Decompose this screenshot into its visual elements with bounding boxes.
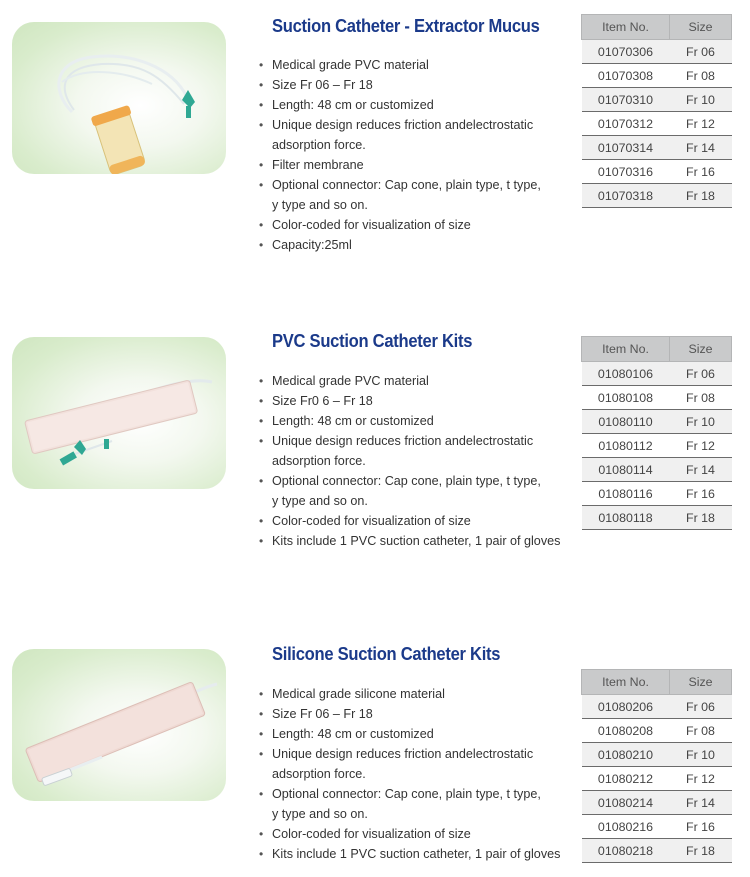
feature-item: • Optional connector: Cap cone, plain type, t type, y type and so on. — [258, 471, 560, 511]
feature-item: • Unique design reduces friction andelectrostatic adsorption force. — [258, 115, 541, 155]
feature-item: • Color-coded for visualization of size — [258, 824, 560, 844]
feature-item: • Color-coded for visualization of size — [258, 511, 560, 531]
product-photo-extractor — [12, 22, 226, 174]
table-row — [582, 386, 732, 410]
item-number-cell: 01080208 — [582, 719, 670, 743]
size-cell: Fr 12 — [670, 434, 732, 458]
size-cell: Fr 12 — [670, 767, 732, 791]
product-title: Silicone Suction Catheter Kits — [272, 644, 501, 664]
product-title: Suction Catheter - Extractor Mucus — [272, 16, 540, 36]
table-row — [582, 410, 732, 434]
feature-item: • Medical grade silicone material — [258, 684, 560, 704]
feature-item: • Size Fr 06 – Fr 18 — [258, 75, 541, 95]
pvc-kit-illustration — [12, 337, 226, 489]
feature-item: • Optional connector: Cap cone, plain type, t type, y type and so on. — [258, 175, 541, 215]
header-size: Size — [670, 337, 732, 362]
table-row — [582, 184, 732, 208]
item-number-cell: 01070312 — [582, 112, 670, 136]
item-number-cell: 01070306 — [582, 40, 670, 64]
size-cell: Fr 08 — [670, 719, 732, 743]
size-cell: Fr 16 — [670, 815, 732, 839]
item-number-cell: 01080116 — [582, 482, 670, 506]
table-row — [582, 839, 732, 863]
size-cell: Fr 16 — [670, 482, 732, 506]
size-cell: Fr 14 — [670, 136, 732, 160]
table-row — [582, 88, 732, 112]
feature-item: • Medical grade PVC material — [258, 371, 560, 391]
size-cell: Fr 06 — [670, 40, 732, 64]
size-cell: Fr 16 — [670, 160, 732, 184]
feature-item: • Length: 48 cm or customized — [258, 95, 541, 115]
item-number-cell: 01080112 — [582, 434, 670, 458]
table-row — [582, 506, 732, 530]
item-number-cell: 01080106 — [582, 362, 670, 386]
item-number-cell: 01070310 — [582, 88, 670, 112]
feature-list — [258, 371, 560, 551]
table-row — [582, 482, 732, 506]
feature-item: • Size Fr0 6 – Fr 18 — [258, 391, 560, 411]
feature-item: • Length: 48 cm or customized — [258, 411, 560, 431]
size-cell: Fr 14 — [670, 791, 732, 815]
size-cell: Fr 10 — [670, 410, 732, 434]
size-cell: Fr 08 — [670, 386, 732, 410]
size-cell: Fr 10 — [670, 743, 732, 767]
item-number-cell: 01080210 — [582, 743, 670, 767]
feature-item: • Unique design reduces friction andelectrostatic adsorption force. — [258, 744, 560, 784]
product-photo-pvc-kit — [12, 337, 226, 489]
header-item-no: Item No. — [582, 670, 670, 695]
table-row — [582, 767, 732, 791]
size-cell: Fr 06 — [670, 695, 732, 719]
catheter-extractor-illustration — [12, 22, 226, 174]
feature-list — [258, 55, 541, 255]
table-row — [582, 362, 732, 386]
feature-item: • Color-coded for visualization of size — [258, 215, 541, 235]
product-title: PVC Suction Catheter Kits — [272, 331, 473, 351]
table-row — [582, 458, 732, 482]
size-cell: Fr 18 — [670, 184, 732, 208]
silicone-kit-illustration — [12, 649, 226, 801]
feature-item: • Optional connector: Cap cone, plain type, t type, y type and so on. — [258, 784, 560, 824]
table-row — [582, 815, 732, 839]
item-number-cell: 01080216 — [582, 815, 670, 839]
size-cell: Fr 18 — [670, 506, 732, 530]
table-row — [582, 719, 732, 743]
size-cell: Fr 08 — [670, 64, 732, 88]
feature-item: • Unique design reduces friction andelectrostatic adsorption force. — [258, 431, 560, 471]
feature-item: • Filter membrane — [258, 155, 541, 175]
table-row — [582, 136, 732, 160]
feature-item: • Kits include 1 PVC suction catheter, 1 pair of gloves — [258, 844, 560, 864]
table-row — [582, 791, 732, 815]
item-number-cell: 01080118 — [582, 506, 670, 530]
size-cell: Fr 06 — [670, 362, 732, 386]
item-number-cell: 01070316 — [582, 160, 670, 184]
item-number-cell: 01070318 — [582, 184, 670, 208]
header-size: Size — [670, 670, 732, 695]
table-row — [582, 743, 732, 767]
item-number-cell: 01080110 — [582, 410, 670, 434]
feature-item: • Size Fr 06 – Fr 18 — [258, 704, 560, 724]
size-cell: Fr 14 — [670, 458, 732, 482]
item-number-cell: 01080114 — [582, 458, 670, 482]
feature-list — [258, 684, 560, 864]
table-row — [582, 695, 732, 719]
feature-item: • Capacity:25ml — [258, 235, 541, 255]
feature-item: • Medical grade PVC material — [258, 55, 541, 75]
feature-item: • Length: 48 cm or customized — [258, 724, 560, 744]
item-number-cell: 01070308 — [582, 64, 670, 88]
product-photo-silicone-kit — [12, 649, 226, 801]
table-row — [582, 434, 732, 458]
size-cell: Fr 18 — [670, 839, 732, 863]
header-item-no: Item No. — [582, 15, 670, 40]
item-number-cell: 01080218 — [582, 839, 670, 863]
item-number-cell: 01080108 — [582, 386, 670, 410]
item-number-cell: 01070314 — [582, 136, 670, 160]
table-row — [582, 112, 732, 136]
header-size: Size — [670, 15, 732, 40]
table-row — [582, 64, 732, 88]
item-number-cell: 01080212 — [582, 767, 670, 791]
spec-table — [581, 669, 732, 863]
spec-table — [581, 336, 732, 530]
size-cell: Fr 12 — [670, 112, 732, 136]
table-row — [582, 160, 732, 184]
item-number-cell: 01080214 — [582, 791, 670, 815]
table-row — [582, 40, 732, 64]
feature-item: • Kits include 1 PVC suction catheter, 1 pair of gloves — [258, 531, 560, 551]
header-item-no: Item No. — [582, 337, 670, 362]
item-number-cell: 01080206 — [582, 695, 670, 719]
size-cell: Fr 10 — [670, 88, 732, 112]
spec-table — [581, 14, 732, 208]
